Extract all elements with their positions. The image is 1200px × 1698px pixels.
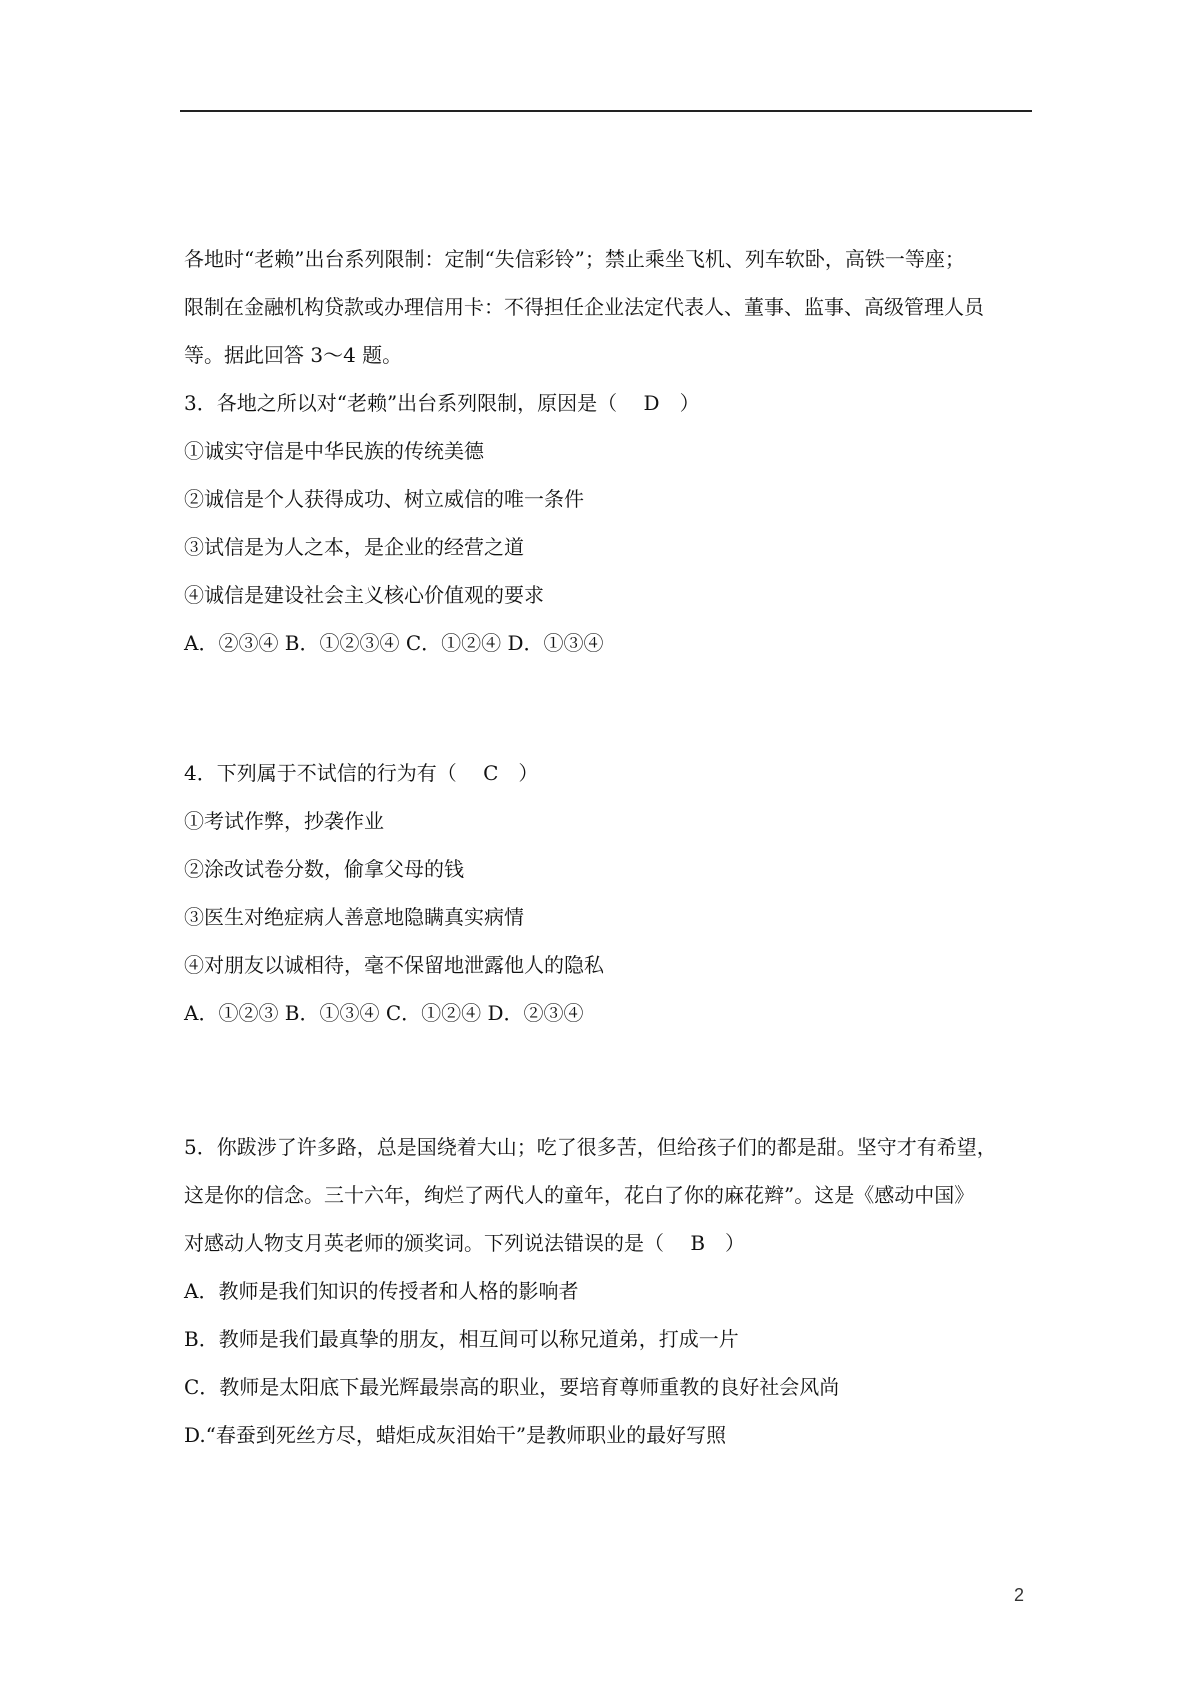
question-4-item: ④对朋友以诚相待，毫不保留地泄露他人的隐私 xyxy=(184,953,604,977)
question-5-option: B．教师是我们最真挚的朋友，相互间可以称兄道弟，打成一片 xyxy=(184,1327,739,1351)
question-5-option: C．教师是太阳底下最光辉最崇高的职业，要培育尊师重教的良好社会风尚 xyxy=(184,1375,840,1399)
header-rule xyxy=(180,110,1032,112)
question-4-stem: 4．下列属于不试信的行为有（ C ） xyxy=(184,761,539,785)
question-5-stem: 5．你跋涉了许多路，总是国绕着大山；吃了很多苦，但给孩子们的都是甜。坚守才有希望， xyxy=(184,1135,997,1159)
intro-line: 等。据此回答 3～4 题。 xyxy=(184,343,403,367)
question-3-options: A．②③④ B．①②③④ C．①②④ D．①③④ xyxy=(184,631,604,655)
intro-line: 限制在金融机构贷款或办理信用卡：不得担任企业法定代表人、董事、监事、高级管理人员 xyxy=(184,295,984,319)
question-5-option: A．教师是我们知识的传授者和人格的影响者 xyxy=(184,1279,579,1303)
question-5-option: D.“春蚕到死丝方尽，蜡炬成灰泪始干”是教师职业的最好写照 xyxy=(184,1423,727,1447)
question-3-item: ②诚信是个人获得成功、树立威信的唯一条件 xyxy=(184,487,584,511)
page-number: 2 xyxy=(1014,1585,1025,1605)
question-5-stem: 对感动人物支月英老师的颁奖词。下列说法错误的是（ B ） xyxy=(184,1231,746,1255)
question-3-stem: 3．各地之所以对“老赖”出台系列限制，原因是（ D ） xyxy=(184,391,700,415)
question-3-item: ③试信是为人之本，是企业的经营之道 xyxy=(184,535,524,559)
document-body xyxy=(184,235,1034,1459)
spacer xyxy=(184,667,1034,749)
spacer xyxy=(184,1037,1034,1123)
question-4-options: A．①②③ B．①③④ C．①②④ D．②③④ xyxy=(184,1001,584,1025)
question-3-item: ④诚信是建设社会主义核心价值观的要求 xyxy=(184,583,544,607)
intro-line: 各地时“老赖”出台系列限制：定制“失信彩铃”；禁止乘坐飞机、列车软卧，高铁一等座； xyxy=(184,247,965,271)
question-4-item: ②涂改试卷分数，偷拿父母的钱 xyxy=(184,857,464,881)
question-5-stem: 这是你的信念。三十六年，绚烂了两代人的童年，花白了你的麻花辫”。这是《感动中国》 xyxy=(184,1183,975,1207)
question-4-item: ①考试作弊，抄袭作业 xyxy=(184,809,384,833)
question-4-item: ③医生对绝症病人善意地隐瞒真实病情 xyxy=(184,905,524,929)
question-3-item: ①诚实守信是中华民族的传统美德 xyxy=(184,439,484,463)
